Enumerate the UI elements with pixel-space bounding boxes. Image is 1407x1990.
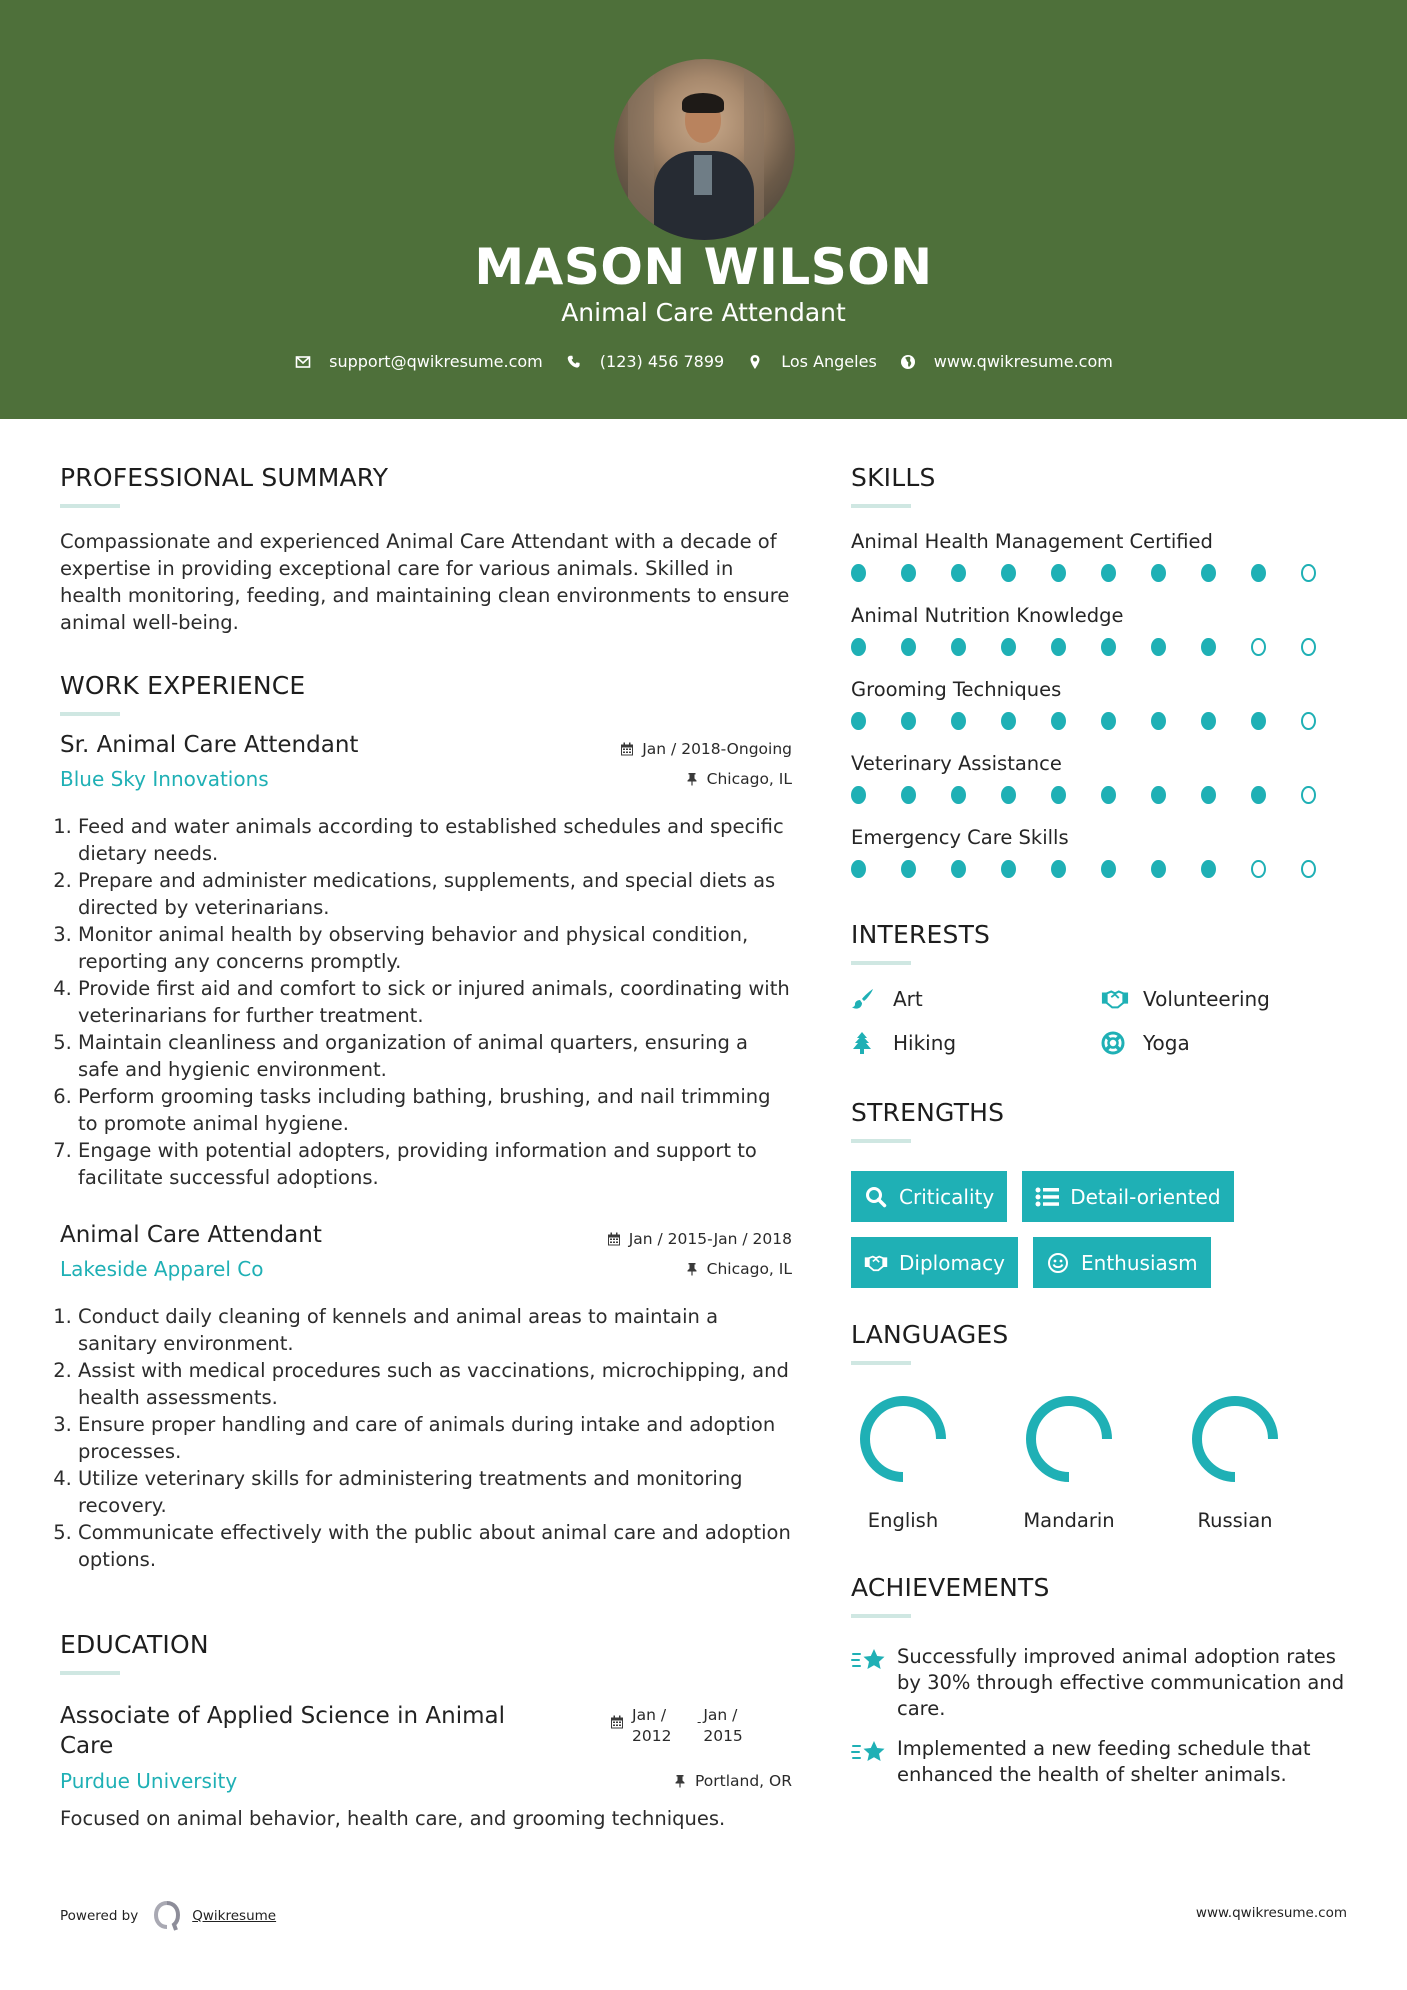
skills-section — [851, 463, 1351, 898]
pushpin-icon — [685, 772, 699, 786]
skill-item — [851, 750, 1351, 804]
skill-rating — [851, 712, 1351, 730]
contact-location-text: Los Angeles — [781, 352, 877, 371]
rating-dot-empty — [1301, 638, 1316, 656]
education-heading: EDUCATION — [60, 1630, 209, 1659]
rating-dot-empty — [1301, 564, 1316, 582]
rating-dot-filled — [851, 786, 866, 804]
rating-dot-filled — [901, 786, 916, 804]
rating-dot-filled — [1151, 638, 1166, 656]
heading-underline — [851, 504, 911, 508]
experience-section — [60, 671, 792, 716]
tree-icon — [851, 1031, 879, 1055]
phone-icon — [565, 353, 583, 371]
qwikresume-link[interactable]: Qwikresume — [192, 1908, 277, 1924]
rating-dot-filled — [1101, 564, 1116, 582]
job-dates: Jan / 2015-Jan / 2018 — [607, 1230, 792, 1248]
contact-website-text: www.qwikresume.com — [933, 352, 1113, 371]
duty-item: 3. Ensure proper handling and care of animals during intake and adoption processes. — [78, 1411, 792, 1465]
duty-item: 1. Conduct daily cleaning of kennels and animal areas to maintain a sanitary environment. — [78, 1303, 792, 1357]
strengths-list — [851, 1171, 1351, 1303]
rating-dot-filled — [1051, 712, 1066, 730]
rating-dot-filled — [901, 638, 916, 656]
rating-dot-filled — [951, 712, 966, 730]
rating-dot-filled — [1001, 786, 1016, 804]
contact-location — [746, 352, 877, 371]
summary-heading: PROFESSIONAL SUMMARY — [60, 463, 389, 492]
skill-item — [851, 602, 1351, 656]
interest-item: Hiking — [851, 1029, 1101, 1057]
heading-underline — [60, 712, 120, 716]
rating-dot-filled — [951, 786, 966, 804]
candidate-title: Animal Care Attendant — [561, 298, 846, 327]
duty-item: 1. Feed and water animals according to established schedules and specific dietary needs. — [78, 813, 792, 867]
summary-text: Compassionate and experienced Animal Care Attendant with a decade of expertise in providing exceptional care for various animals. Skilled in health monitoring, feeding, and maintaining clean environments to ensure animal well-being. — [60, 530, 790, 634]
job-title: Sr. Animal Care Attendant — [60, 732, 359, 758]
interests-heading: INTERESTS — [851, 920, 991, 949]
language-progress-ring — [1023, 1393, 1115, 1485]
shooting-star-icon — [851, 1646, 887, 1674]
language-progress-ring — [857, 1393, 949, 1485]
rating-dot-filled — [1101, 786, 1116, 804]
candidate-name: MASON WILSON — [474, 238, 933, 296]
language-item — [1017, 1393, 1183, 1532]
job-duties-list — [60, 1303, 792, 1573]
life-ring-icon — [1101, 1031, 1129, 1055]
rating-dot-filled — [1001, 860, 1016, 878]
envelope-icon — [294, 353, 312, 371]
interest-item: Art — [851, 985, 1101, 1013]
language-progress-ring — [1189, 1393, 1281, 1485]
skill-item — [851, 528, 1351, 582]
job-location: Chicago, IL — [685, 770, 792, 788]
strength-chip: Detail-oriented — [1022, 1171, 1233, 1222]
strength-chip: Criticality — [851, 1171, 1007, 1222]
school-name: Purdue University — [60, 1769, 238, 1793]
education-section — [60, 1630, 792, 1832]
resume-header — [0, 0, 1407, 419]
achievement-text: Implemented a new feeding schedule that enhanced the health of shelter animals. — [897, 1737, 1311, 1786]
rating-dot-filled — [1201, 860, 1216, 878]
rating-dot-empty — [1301, 712, 1316, 730]
education-description: Focused on animal behavior, health care, and grooming techniques. — [60, 1807, 726, 1830]
contact-phone-text: (123) 456 7899 — [599, 352, 725, 371]
languages-section — [851, 1320, 1351, 1532]
achievement-item — [851, 1644, 1351, 1722]
rating-dot-filled — [1101, 860, 1116, 878]
job-dates: Jan / 2018-Ongoing — [620, 740, 792, 758]
calendar-icon — [620, 742, 634, 756]
rating-dot-filled — [1251, 786, 1266, 804]
heading-underline — [851, 1139, 911, 1143]
paintbrush-icon — [851, 987, 879, 1011]
job-entry — [60, 732, 792, 1191]
rating-dot-filled — [1151, 786, 1166, 804]
company-name: Lakeside Apparel Co — [60, 1257, 264, 1281]
job-location: Chicago, IL — [685, 1260, 792, 1278]
strengths-heading: STRENGTHS — [851, 1098, 1005, 1127]
heading-underline — [851, 961, 911, 965]
skill-name: Animal Health Management Certified — [851, 530, 1213, 553]
contact-website[interactable] — [899, 352, 1113, 371]
map-marker-icon — [746, 353, 764, 371]
job-title: Animal Care Attendant — [60, 1222, 322, 1248]
smile-icon — [1046, 1252, 1070, 1274]
language-item — [851, 1393, 1017, 1532]
search-icon — [864, 1186, 888, 1208]
rating-dot-filled — [1051, 564, 1066, 582]
rating-dot-filled — [1151, 564, 1166, 582]
rating-dot-filled — [851, 638, 866, 656]
languages-heading: LANGUAGES — [851, 1320, 1009, 1349]
duty-item: 3. Monitor animal health by observing behavior and physical condition, reporting any concerns promptly. — [78, 921, 792, 975]
rating-dot-filled — [851, 712, 866, 730]
rating-dot-empty — [1251, 860, 1266, 878]
contact-bar — [0, 352, 1407, 371]
achievements-section — [851, 1573, 1351, 1788]
interest-item: Volunteering — [1101, 985, 1351, 1013]
skills-list — [851, 528, 1351, 878]
rating-dot-filled — [1251, 564, 1266, 582]
language-item — [1183, 1393, 1349, 1532]
rating-dot-filled — [1201, 786, 1216, 804]
pushpin-icon — [685, 1262, 699, 1276]
duty-item: 2. Assist with medical procedures such as vaccinations, microchipping, and health assessments. — [78, 1357, 792, 1411]
strength-chip: Diplomacy — [851, 1237, 1018, 1288]
skill-rating — [851, 786, 1351, 804]
rating-dot-filled — [951, 564, 966, 582]
globe-icon — [899, 353, 917, 371]
footer-powered-by — [60, 1900, 276, 1932]
skill-name: Grooming Techniques — [851, 678, 1062, 701]
rating-dot-filled — [1001, 638, 1016, 656]
job-entry — [60, 1222, 792, 1573]
rating-dot-filled — [1001, 712, 1016, 730]
education-dates: Jan / 2012 - Jan / 2015 — [610, 1705, 792, 1747]
skill-rating — [851, 564, 1351, 582]
heading-underline — [60, 504, 120, 508]
company-name: Blue Sky Innovations — [60, 767, 269, 791]
languages-list — [851, 1393, 1351, 1532]
duty-item: 5. Communicate effectively with the public about animal care and adoption options. — [78, 1519, 792, 1573]
rating-dot-empty — [1301, 786, 1316, 804]
rating-dot-filled — [1251, 712, 1266, 730]
handshake-icon — [864, 1252, 888, 1274]
duty-item: 7. Engage with potential adopters, providing information and support to facilitate successful adoptions. — [78, 1137, 792, 1191]
contact-email-text: support@qwikresume.com — [329, 352, 543, 371]
rating-dot-empty — [1301, 860, 1316, 878]
rating-dot-empty — [1251, 638, 1266, 656]
strength-chip: Enthusiasm — [1033, 1237, 1211, 1288]
duty-item: 5. Maintain cleanliness and organization of animal quarters, ensuring a safe and hygienic environment. — [78, 1029, 792, 1083]
language-name: Mandarin — [1023, 1509, 1115, 1532]
qwikresume-logo-icon — [152, 1900, 182, 1932]
skill-rating — [851, 638, 1351, 656]
list-icon — [1035, 1186, 1059, 1208]
degree-title: Associate of Applied Science in Animal Care — [60, 1703, 505, 1759]
rating-dot-filled — [1001, 564, 1016, 582]
summary-section — [60, 463, 792, 636]
handshake-icon — [1101, 987, 1129, 1011]
interests-section — [851, 920, 1351, 1057]
education-location: Portland, OR — [673, 1772, 792, 1790]
strengths-section — [851, 1098, 1351, 1303]
experience-heading: WORK EXPERIENCE — [60, 671, 306, 700]
language-name: Russian — [1197, 1509, 1273, 1532]
contact-phone[interactable] — [565, 352, 724, 371]
skill-name: Emergency Care Skills — [851, 826, 1069, 849]
interests-list — [851, 985, 1351, 1057]
rating-dot-filled — [1051, 860, 1066, 878]
job-duties-list — [60, 813, 792, 1191]
heading-underline — [851, 1614, 911, 1618]
duty-item: 6. Perform grooming tasks including bathing, brushing, and nail trimming to promote animal hygiene. — [78, 1083, 792, 1137]
heading-underline — [60, 1671, 120, 1675]
rating-dot-filled — [1051, 638, 1066, 656]
interest-item: Yoga — [1101, 1029, 1351, 1057]
skill-rating — [851, 860, 1351, 878]
skill-name: Animal Nutrition Knowledge — [851, 604, 1124, 627]
rating-dot-filled — [851, 564, 866, 582]
rating-dot-filled — [901, 564, 916, 582]
rating-dot-filled — [1201, 638, 1216, 656]
rating-dot-filled — [1051, 786, 1066, 804]
achievement-text: Successfully improved animal adoption rates by 30% through effective communication and care. — [897, 1645, 1345, 1720]
rating-dot-filled — [1101, 638, 1116, 656]
heading-underline — [851, 1361, 911, 1365]
rating-dot-filled — [901, 860, 916, 878]
contact-email[interactable] — [294, 352, 543, 371]
profile-photo — [614, 59, 795, 240]
rating-dot-filled — [1151, 712, 1166, 730]
skills-heading: SKILLS — [851, 463, 936, 492]
calendar-icon — [607, 1232, 621, 1246]
pushpin-icon — [673, 1774, 687, 1788]
rating-dot-filled — [1201, 712, 1216, 730]
rating-dot-filled — [901, 712, 916, 730]
achievement-item — [851, 1736, 1351, 1788]
duty-item: 4. Provide first aid and comfort to sick or injured animals, coordinating with veterinarians for further treatment. — [78, 975, 792, 1029]
footer-website[interactable]: www.qwikresume.com — [1195, 1905, 1347, 1921]
rating-dot-filled — [1151, 860, 1166, 878]
rating-dot-filled — [1201, 564, 1216, 582]
rating-dot-filled — [951, 638, 966, 656]
skill-name: Veterinary Assistance — [851, 752, 1062, 775]
shooting-star-icon — [851, 1738, 887, 1766]
skill-item — [851, 676, 1351, 730]
powered-by-label: Powered by — [60, 1908, 139, 1924]
achievements-heading: ACHIEVEMENTS — [851, 1573, 1050, 1602]
rating-dot-filled — [851, 860, 866, 878]
language-name: English — [867, 1509, 939, 1532]
duty-item: 2. Prepare and administer medications, supplements, and special diets as directed by veterinarians. — [78, 867, 792, 921]
rating-dot-filled — [951, 860, 966, 878]
rating-dot-filled — [1101, 712, 1116, 730]
skill-item — [851, 824, 1351, 878]
duty-item: 4. Utilize veterinary skills for administering treatments and monitoring recovery. — [78, 1465, 792, 1519]
calendar-icon — [610, 1715, 624, 1729]
